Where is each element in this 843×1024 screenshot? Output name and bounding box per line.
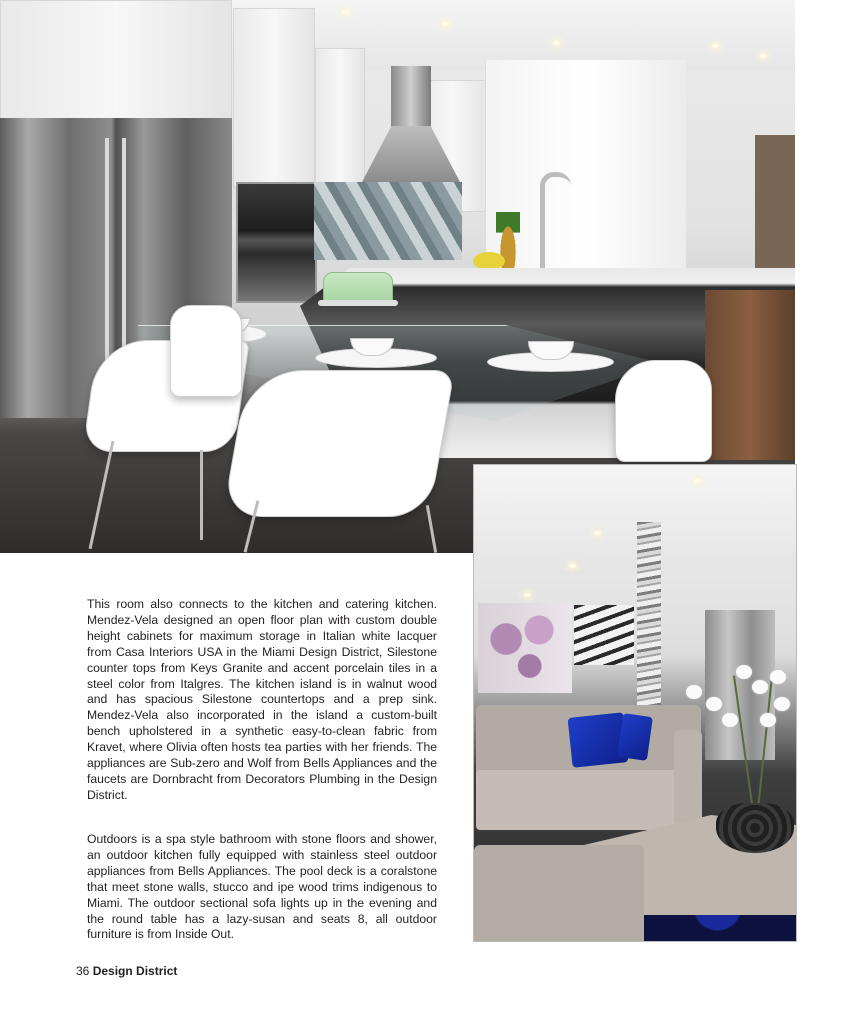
blue-pillow: [617, 713, 653, 761]
living-room-photo: [474, 465, 796, 941]
chair-leg: [426, 505, 437, 553]
hood-canopy: [362, 126, 460, 182]
wall-oven: [236, 182, 317, 303]
ceiling-light: [442, 22, 449, 26]
tall-cabinet: [233, 8, 315, 188]
sofa-arm: [674, 730, 702, 825]
dining-chair: [222, 370, 455, 517]
chair-leg: [200, 450, 203, 540]
orchid-flower: [752, 680, 768, 694]
orchid-flower: [770, 670, 786, 684]
upper-cabinets: [0, 0, 232, 120]
ceiling-light: [712, 44, 719, 48]
ceiling-light: [342, 10, 349, 14]
living-ceiling: [474, 465, 796, 575]
purple-artwork: [478, 603, 572, 693]
floating-staircase: [574, 605, 634, 665]
ceiling-light: [553, 41, 560, 45]
chair-leg: [89, 441, 115, 549]
tile-backsplash: [314, 182, 462, 260]
cake-stand: [318, 300, 398, 306]
dining-chair: [170, 305, 242, 397]
ceiling-light: [524, 593, 531, 597]
orchid-flower: [760, 713, 776, 727]
woven-planter: [716, 803, 794, 853]
page-footer: [76, 964, 177, 978]
dining-chair: [615, 360, 712, 462]
ceiling-light: [569, 564, 576, 568]
ceiling-light: [594, 531, 601, 535]
orchid-flower: [722, 713, 738, 727]
ceiling-light: [760, 54, 767, 58]
hood-chimney: [391, 66, 431, 131]
wood-door: [755, 135, 795, 270]
walnut-island-end: [705, 290, 795, 460]
lemon: [473, 252, 505, 270]
sofa-seat: [476, 770, 701, 830]
orchid-flower: [774, 697, 790, 711]
ceiling-light: [694, 479, 701, 483]
article-paragraph-1: This room also connects to the kitchen and catering kitchen. Mendez-Vela designed an open floor plan with custom double height cabinets for maximum storage in Italian white lacquer from Casa Interiors USA in the Miami Design District, Silestone counter tops from Keys Granite and accent porcelain tiles in a steel color from Italgres. The kitchen island is in walnut wood and has spacious Silestone countertops and a prep sink. Mendez-Vela also incorporated in the island a custom-built bench upholstered in a synthetic easy-to-clean fabric from Kravet, where Olivia often hosts tea parties with her friends. The appliances are Sub-zero and Wolf from Bells Appliances and the faucets are Dornbracht from Decorators Plumbing in the Design District.: [87, 597, 437, 802]
page-number: 36: [76, 964, 90, 978]
orchid-flower: [706, 697, 722, 711]
range-hood: [362, 66, 460, 182]
article-paragraph-2: Outdoors is a spa style bathroom with stone floors and shower, an outdoor kitchen fully equipped with stainless steel outdoor appliances from Bells Appliances. The pool deck is a coralstone that meet stone walls, stucco and ipe wood trims indigenous to Miami. The outdoor sectional sofa lights up in the evening and the round table has a lazy-susan and seats 8, all outdoor furniture is from Inside Out.: [87, 832, 437, 942]
orchid-flower: [736, 665, 752, 679]
foreground-sofa: [474, 845, 644, 941]
faucet: [540, 172, 571, 272]
orchid-flower: [686, 685, 702, 699]
publication-name: Design District: [92, 964, 178, 978]
